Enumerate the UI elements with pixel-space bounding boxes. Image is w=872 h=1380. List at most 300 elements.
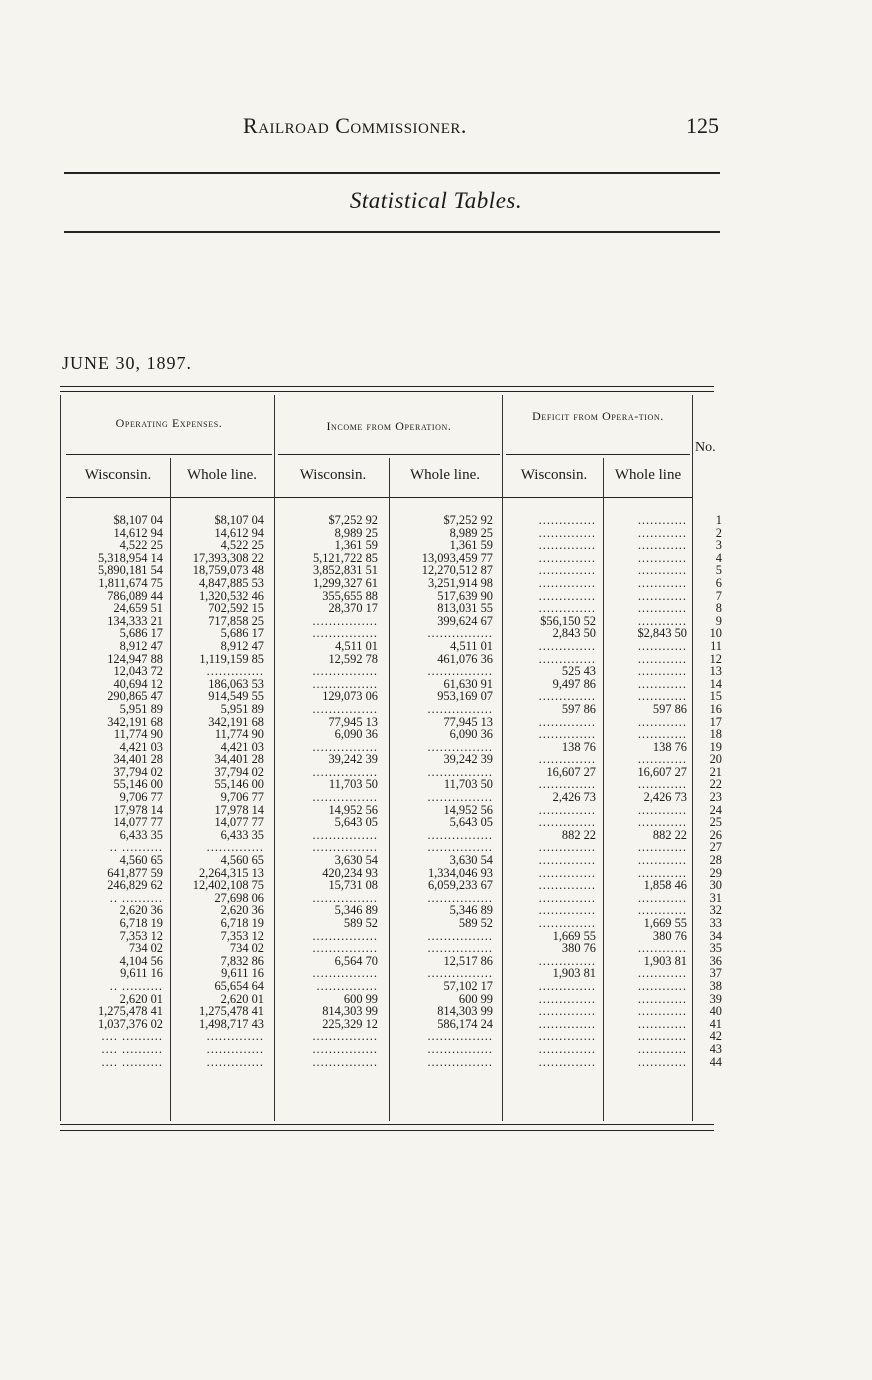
cell-inc-whole: 4,511 01 (450, 638, 493, 653)
cell-op-wisconsin: .... .......... (101, 1029, 163, 1044)
row-number: 8 (715, 601, 722, 616)
cell-op-whole: 14,612 94 (214, 525, 264, 540)
cell-inc-whole: 3,630 54 (449, 853, 493, 868)
cell-inc-whole: ................ (427, 928, 493, 943)
cell-def-whole: ............ (637, 815, 687, 830)
group-underline-3 (506, 454, 690, 455)
row-number: 41 (709, 1016, 722, 1031)
cell-def-whole: ............ (637, 865, 687, 880)
cell-op-whole: 5,951 89 (220, 701, 264, 716)
cell-def-whole: ............ (637, 752, 687, 767)
cell-op-whole: 734 02 (229, 941, 264, 956)
cell-def-whole: 2,426 73 (643, 790, 687, 805)
cell-def-whole: ............ (637, 727, 687, 742)
cell-def-whole: 138 76 (652, 739, 687, 754)
vline-left (60, 395, 61, 1121)
cell-def-whole: 1,669 55 (643, 916, 687, 930)
row-number: 21 (709, 764, 722, 779)
colhead-inc-wisconsin: Wisconsin. (299, 467, 367, 483)
row-number: 18 (709, 727, 722, 742)
cell-op-wisconsin: 5,890,181 54 (97, 563, 163, 578)
cell-inc-whole: $7,252 92 (443, 513, 493, 527)
cell-op-wisconsin: 786,089 44 (107, 588, 163, 603)
cell-op-whole: 6,433 35 (220, 827, 264, 842)
group-operating-expenses: Operating Expenses. (115, 416, 223, 430)
cell-inc-whole: 14,952 56 (443, 802, 493, 817)
cell-def-wisconsin: 380 76 (561, 941, 596, 956)
cell-inc-whole: ................ (427, 1029, 493, 1044)
row-number: 31 (709, 890, 722, 905)
cell-op-whole: 4,522 25 (220, 538, 264, 553)
header-bottom-rule (66, 497, 692, 498)
cell-inc-whole: ................ (427, 827, 493, 842)
colhead-number: No. (695, 440, 716, 455)
row-number: 6 (715, 575, 722, 590)
row-number: 36 (709, 953, 722, 968)
cell-inc-wisconsin: 15,731 08 (328, 878, 378, 893)
cell-op-wisconsin: 246,829 62 (107, 878, 163, 893)
cell-op-wisconsin: 2,620 01 (119, 991, 163, 1006)
cell-op-wisconsin: .. .......... (109, 890, 163, 905)
cell-def-whole: ............ (637, 689, 687, 704)
cell-op-wisconsin: 2,620 36 (119, 903, 163, 918)
cell-op-whole: $8,107 04 (214, 513, 264, 527)
row-number: 37 (709, 966, 722, 981)
cell-op-whole: 34,401 28 (214, 752, 264, 767)
cell-op-whole: 37,794 02 (214, 764, 264, 779)
cell-def-whole: ............ (637, 538, 687, 553)
cell-op-wisconsin: 1,275,478 41 (97, 1004, 163, 1019)
cell-op-whole: 1,275,478 41 (198, 1004, 264, 1019)
cell-inc-whole: 5,643 05 (449, 815, 493, 830)
running-head: Railroad Commissioner. (243, 113, 467, 138)
column-inc-wisconsin (276, 514, 378, 1068)
cell-inc-wisconsin: 355,655 88 (322, 588, 378, 603)
cell-op-wisconsin: $8,107 04 (113, 513, 163, 527)
cell-def-whole: 380 76 (652, 928, 687, 943)
cell-inc-wisconsin: 129,073 06 (322, 689, 378, 704)
colhead-def-wisconsin: Wisconsin. (520, 467, 588, 483)
cell-def-wisconsin: .............. (538, 714, 596, 729)
cell-op-whole: 65,654 64 (214, 978, 264, 993)
cell-def-whole: ............ (637, 575, 687, 590)
cell-def-whole: ............ (637, 1041, 687, 1056)
cell-def-whole: ............ (637, 802, 687, 817)
cell-def-wisconsin: 1,903 81 (552, 966, 596, 981)
colhead-op-whole: Whole line. (187, 467, 257, 483)
cell-def-wisconsin: .............. (538, 1004, 596, 1019)
cell-def-wisconsin: .............. (538, 853, 596, 868)
cell-def-whole: ............ (637, 676, 687, 691)
cell-inc-whole: 461,076 36 (437, 651, 493, 666)
cell-op-whole: 2,620 01 (220, 991, 264, 1006)
cell-op-whole: 186,063 53 (208, 676, 264, 691)
cell-def-whole: ............ (637, 601, 687, 616)
cell-op-wisconsin: 14,077 77 (113, 815, 163, 830)
cell-def-wisconsin: .............. (538, 953, 596, 968)
cell-inc-whole: 61,630 91 (443, 676, 493, 691)
cell-def-wisconsin: 882 22 (561, 827, 596, 842)
cell-def-wisconsin: .............. (538, 689, 596, 704)
column-def-wisconsin (504, 514, 596, 1068)
cell-def-wisconsin: .............. (538, 1016, 596, 1031)
cell-op-wisconsin: 134,333 21 (107, 613, 163, 628)
colhead-def-whole: Whole line (614, 467, 682, 483)
row-number: 12 (709, 651, 722, 666)
row-number: 5 (715, 563, 722, 578)
cell-inc-whole: ................ (427, 840, 493, 855)
row-number: 34 (709, 928, 722, 943)
column-op-wisconsin (62, 514, 163, 1068)
cell-def-wisconsin: .............. (538, 978, 596, 993)
row-number: 15 (709, 689, 722, 704)
column-row-number (696, 514, 722, 1068)
row-number: 30 (709, 878, 722, 893)
cell-op-wisconsin: 5,686 17 (119, 626, 163, 641)
cell-def-whole: ............ (637, 853, 687, 868)
cell-inc-wisconsin: 14,952 56 (328, 802, 378, 817)
cell-def-wisconsin: .............. (538, 878, 596, 893)
cell-inc-wisconsin: ................ (312, 1041, 378, 1056)
colhead-inc-whole: Whole line. (410, 467, 480, 483)
cell-op-whole: 2,620 36 (220, 903, 264, 918)
cell-def-wisconsin: .............. (538, 538, 596, 553)
cell-inc-whole: 1,334,046 93 (427, 865, 493, 880)
cell-def-wisconsin: 2,843 50 (552, 626, 596, 641)
cell-op-whole: 2,264,315 13 (198, 865, 264, 880)
group-underline-1 (66, 454, 272, 455)
cell-op-wisconsin: 4,421 03 (119, 739, 163, 754)
cell-op-wisconsin: 9,611 16 (120, 966, 163, 981)
cell-inc-wisconsin: 600 99 (343, 991, 378, 1006)
table-top-rule (60, 386, 714, 387)
cell-op-whole: 18,759,073 48 (192, 563, 264, 578)
cell-op-wisconsin: .. .......... (109, 840, 163, 855)
cell-inc-wisconsin: ................ (312, 928, 378, 943)
cell-op-wisconsin: .... .......... (101, 1041, 163, 1056)
cell-inc-wisconsin: 589 52 (343, 916, 378, 930)
cell-inc-wisconsin: 3,630 54 (334, 853, 378, 868)
page-number: 125 (686, 113, 719, 138)
cell-op-wisconsin: 9,706 77 (119, 790, 163, 805)
row-number: 44 (709, 1054, 722, 1069)
row-number: 42 (709, 1029, 722, 1044)
cell-def-wisconsin: .............. (538, 550, 596, 565)
cell-op-wisconsin: 1,811,674 75 (98, 575, 163, 590)
cell-op-wisconsin: 4,104 56 (119, 953, 163, 968)
cell-inc-wisconsin: ................ (312, 890, 378, 905)
cell-def-whole: ............ (637, 613, 687, 628)
cell-inc-wisconsin: ................ (312, 664, 378, 679)
cell-op-whole: 7,832 86 (220, 953, 264, 968)
row-number: 29 (709, 865, 722, 880)
cell-def-wisconsin: .............. (538, 916, 596, 930)
cell-def-wisconsin: .............. (538, 525, 596, 540)
group-deficit-from-operation (506, 409, 690, 423)
cell-def-whole: ............ (637, 966, 687, 981)
cell-inc-wisconsin: 814,303 99 (322, 1004, 378, 1019)
row-number: 33 (709, 916, 722, 930)
cell-inc-wisconsin: 5,643 05 (334, 815, 378, 830)
vline-2 (274, 395, 275, 1121)
cell-inc-wisconsin: 3,852,831 51 (312, 563, 378, 578)
row-number: 23 (709, 790, 722, 805)
cell-inc-wisconsin: ................ (312, 941, 378, 956)
cell-inc-wisconsin: 225,329 12 (322, 1016, 378, 1031)
cell-def-whole: ............ (637, 1029, 687, 1044)
cell-op-whole: 342,191 68 (208, 714, 264, 729)
cell-inc-wisconsin: 77,945 13 (328, 714, 378, 729)
cell-inc-whole: 813,031 55 (437, 601, 493, 616)
cell-def-wisconsin: .............. (538, 840, 596, 855)
cell-def-wisconsin: $56,150 52 (540, 613, 596, 628)
cell-inc-whole: 57,102 17 (443, 978, 493, 993)
cell-op-wisconsin: .. .......... (109, 978, 163, 993)
cell-def-wisconsin: .............. (538, 1029, 596, 1044)
row-number: 28 (709, 853, 722, 868)
cell-def-wisconsin: 138 76 (561, 739, 596, 754)
cell-inc-wisconsin: 8,989 25 (334, 525, 378, 540)
cell-def-whole: ............ (637, 513, 687, 527)
cell-inc-wisconsin: $7,252 92 (328, 513, 378, 527)
vline-4 (502, 395, 503, 1121)
group-income-from-operation: Income from Operation. (326, 419, 452, 433)
cell-inc-whole: 12,270,512 87 (421, 563, 493, 578)
vline-5 (603, 458, 604, 1121)
cell-op-wisconsin: 4,560 65 (119, 853, 163, 868)
cell-def-whole: ............ (637, 588, 687, 603)
row-number: 19 (709, 739, 722, 754)
cell-op-wisconsin: 7,353 12 (119, 928, 163, 943)
cell-def-wisconsin: .............. (538, 777, 596, 792)
colhead-op-wisconsin: Wisconsin. (84, 467, 152, 483)
row-number: 25 (709, 815, 722, 830)
cell-op-wisconsin: 34,401 28 (113, 752, 163, 767)
cell-def-wisconsin: .............. (538, 1041, 596, 1056)
cell-inc-wisconsin: 11,703 50 (328, 777, 378, 792)
cell-def-whole: ............ (637, 777, 687, 792)
cell-def-whole: ............ (637, 563, 687, 578)
cell-def-wisconsin: .............. (538, 752, 596, 767)
cell-inc-whole: ................ (427, 790, 493, 805)
cell-def-wisconsin: .............. (538, 903, 596, 918)
cell-def-whole: 597 86 (652, 701, 687, 716)
date-line: JUNE 30, 1897. (62, 353, 192, 373)
cell-op-whole: 5,686 17 (220, 626, 264, 641)
column-op-whole (172, 514, 264, 1068)
cell-def-whole: 882 22 (652, 827, 687, 842)
cell-op-wisconsin: 1,037,376 02 (97, 1016, 163, 1031)
cell-inc-whole: 814,303 99 (437, 1004, 493, 1019)
cell-def-whole: ............ (637, 664, 687, 679)
column-inc-whole (391, 514, 493, 1068)
row-number: 20 (709, 752, 722, 767)
cell-inc-whole: ................ (427, 941, 493, 956)
cell-inc-wisconsin: 5,346 89 (334, 903, 378, 918)
cell-op-wisconsin: 55,146 00 (113, 777, 163, 792)
cell-def-whole: 1,903 81 (643, 953, 687, 968)
cell-op-whole: 27,698 06 (214, 890, 264, 905)
cell-def-whole: ............ (637, 991, 687, 1006)
cell-inc-wisconsin: ................ (312, 739, 378, 754)
row-number: 13 (709, 664, 722, 679)
cell-def-wisconsin: .............. (538, 563, 596, 578)
cell-op-wisconsin: 641,877 59 (107, 865, 163, 880)
vline-3 (389, 458, 390, 1121)
cell-def-whole: ............ (637, 651, 687, 666)
cell-inc-whole: ................ (427, 664, 493, 679)
cell-def-wisconsin: .............. (538, 638, 596, 653)
cell-op-whole: .............. (206, 1041, 264, 1056)
cell-inc-whole: 6,059,233 67 (427, 878, 493, 893)
cell-inc-wisconsin: 28,370 17 (328, 601, 378, 616)
row-number: 7 (715, 588, 722, 603)
cell-def-wisconsin: .............. (538, 802, 596, 817)
subtitle-rule (64, 231, 720, 233)
cell-op-whole: 8,912 47 (220, 638, 264, 653)
cell-op-wisconsin: 14,612 94 (113, 525, 163, 540)
table-bottom-rule (60, 1124, 714, 1125)
vline-right (692, 395, 693, 1121)
row-number: 40 (709, 1004, 722, 1019)
cell-op-wisconsin: 4,522 25 (119, 538, 163, 553)
cell-inc-whole: ................ (427, 739, 493, 754)
cell-def-whole: ............ (637, 638, 687, 653)
cell-inc-wisconsin: 1,299,327 61 (312, 575, 378, 590)
cell-def-whole: ............ (637, 1054, 687, 1069)
cell-op-wisconsin: 11,774 90 (113, 727, 163, 742)
cell-def-wisconsin: 597 86 (561, 701, 596, 716)
cell-inc-wisconsin: ................ (312, 827, 378, 842)
cell-inc-whole: 77,945 13 (443, 714, 493, 729)
cell-op-wisconsin: 734 02 (128, 941, 163, 956)
cell-op-whole: 9,706 77 (220, 790, 264, 805)
cell-op-wisconsin: 40,694 12 (113, 676, 163, 691)
cell-def-wisconsin: 16,607 27 (546, 764, 596, 779)
cell-def-wisconsin: .............. (538, 727, 596, 742)
cell-inc-whole: 589 52 (458, 916, 493, 930)
cell-inc-wisconsin: ............... (316, 978, 378, 993)
cell-op-wisconsin: 124,947 88 (107, 651, 163, 666)
cell-inc-whole: 517,639 90 (437, 588, 493, 603)
cell-inc-whole: 399,624 67 (437, 613, 493, 628)
cell-def-wisconsin: .............. (538, 601, 596, 616)
cell-inc-wisconsin: 5,121,722 85 (312, 550, 378, 565)
cell-inc-wisconsin: 4,511 01 (335, 638, 378, 653)
cell-inc-whole: ................ (427, 1041, 493, 1056)
cell-def-whole: ............ (637, 714, 687, 729)
cell-op-wisconsin: 17,978 14 (113, 802, 163, 817)
cell-inc-whole: ................ (427, 890, 493, 905)
cell-inc-whole: 5,346 89 (449, 903, 493, 918)
table-bottom-rule-2 (60, 1130, 714, 1131)
cell-op-whole: 14,077 77 (214, 815, 264, 830)
cell-def-whole: ............ (637, 941, 687, 956)
cell-op-wisconsin: 12,043 72 (113, 664, 163, 679)
cell-inc-wisconsin: ................ (312, 840, 378, 855)
cell-def-wisconsin: .............. (538, 890, 596, 905)
cell-op-whole: 1,320,532 46 (198, 588, 264, 603)
cell-op-whole: .............. (206, 840, 264, 855)
cell-op-whole: 1,498,717 43 (198, 1016, 264, 1031)
row-number: 3 (715, 538, 722, 553)
cell-op-wisconsin: 24,659 51 (113, 601, 163, 616)
row-number: 24 (709, 802, 722, 817)
cell-op-whole: 4,560 65 (220, 853, 264, 868)
cell-op-whole: 1,119,159 85 (199, 651, 264, 666)
cell-def-whole: ............ (637, 840, 687, 855)
cell-op-whole: 702,592 15 (208, 601, 264, 616)
cell-inc-whole: ................ (427, 764, 493, 779)
cell-def-whole: ............ (637, 903, 687, 918)
cell-def-whole: ............ (637, 890, 687, 905)
cell-inc-wisconsin: ................ (312, 701, 378, 716)
cell-inc-whole: 11,703 50 (443, 777, 493, 792)
cell-def-whole: ............ (637, 525, 687, 540)
cell-op-wisconsin: 6,433 35 (119, 827, 163, 842)
cell-inc-wisconsin: ................ (312, 613, 378, 628)
cell-def-whole: ............ (637, 550, 687, 565)
cell-inc-whole: 953,169 07 (437, 689, 493, 704)
cell-op-wisconsin: 5,318,954 14 (97, 550, 163, 565)
cell-op-whole: 7,353 12 (220, 928, 264, 943)
cell-inc-wisconsin: ................ (312, 790, 378, 805)
cell-def-wisconsin: .............. (538, 651, 596, 666)
cell-inc-wisconsin: 39,242 39 (328, 752, 378, 767)
cell-def-whole: ............ (637, 1004, 687, 1019)
row-number: 32 (709, 903, 722, 918)
cell-def-whole: $2,843 50 (637, 626, 687, 641)
cell-def-wisconsin: .............. (538, 588, 596, 603)
row-number: 14 (709, 676, 722, 691)
cell-op-whole: 55,146 00 (214, 777, 264, 792)
cell-op-wisconsin: 37,794 02 (113, 764, 163, 779)
cell-def-wisconsin: .............. (538, 575, 596, 590)
cell-def-wisconsin: .............. (538, 815, 596, 830)
cell-inc-wisconsin: 1,361 59 (334, 538, 378, 553)
cell-op-whole: 17,978 14 (214, 802, 264, 817)
vline-1 (170, 458, 171, 1121)
cell-op-wisconsin: 6,718 19 (119, 916, 163, 930)
cell-op-whole: 11,774 90 (214, 727, 264, 742)
row-number: 35 (709, 941, 722, 956)
cell-def-wisconsin: .............. (538, 1054, 596, 1069)
cell-inc-whole: 13,093,459 77 (421, 550, 493, 565)
row-number: 17 (709, 714, 722, 729)
row-number: 11 (710, 638, 722, 653)
cell-inc-wisconsin: ................ (312, 764, 378, 779)
cell-def-wisconsin: .............. (538, 991, 596, 1006)
column-def-whole (605, 514, 687, 1068)
cell-inc-wisconsin: ................ (312, 676, 378, 691)
row-number: 39 (709, 991, 722, 1006)
cell-op-whole: 9,611 16 (221, 966, 264, 981)
row-number: 2 (715, 525, 722, 540)
cell-def-whole: 1,858 46 (643, 878, 687, 893)
row-number: 16 (709, 701, 722, 716)
subtitle: Statistical Tables. (349, 188, 523, 213)
row-number: 43 (709, 1041, 722, 1056)
cell-inc-whole: 12,517 86 (443, 953, 493, 968)
header-rule (64, 172, 720, 174)
cell-op-whole: 4,421 03 (220, 739, 264, 754)
cell-inc-whole: 8,989 25 (449, 525, 493, 540)
cell-op-whole: 914,549 55 (208, 689, 264, 704)
cell-inc-wisconsin: ................ (312, 1054, 378, 1069)
row-number: 38 (709, 978, 722, 993)
row-number: 27 (709, 840, 722, 855)
cell-inc-wisconsin: ................ (312, 966, 378, 981)
